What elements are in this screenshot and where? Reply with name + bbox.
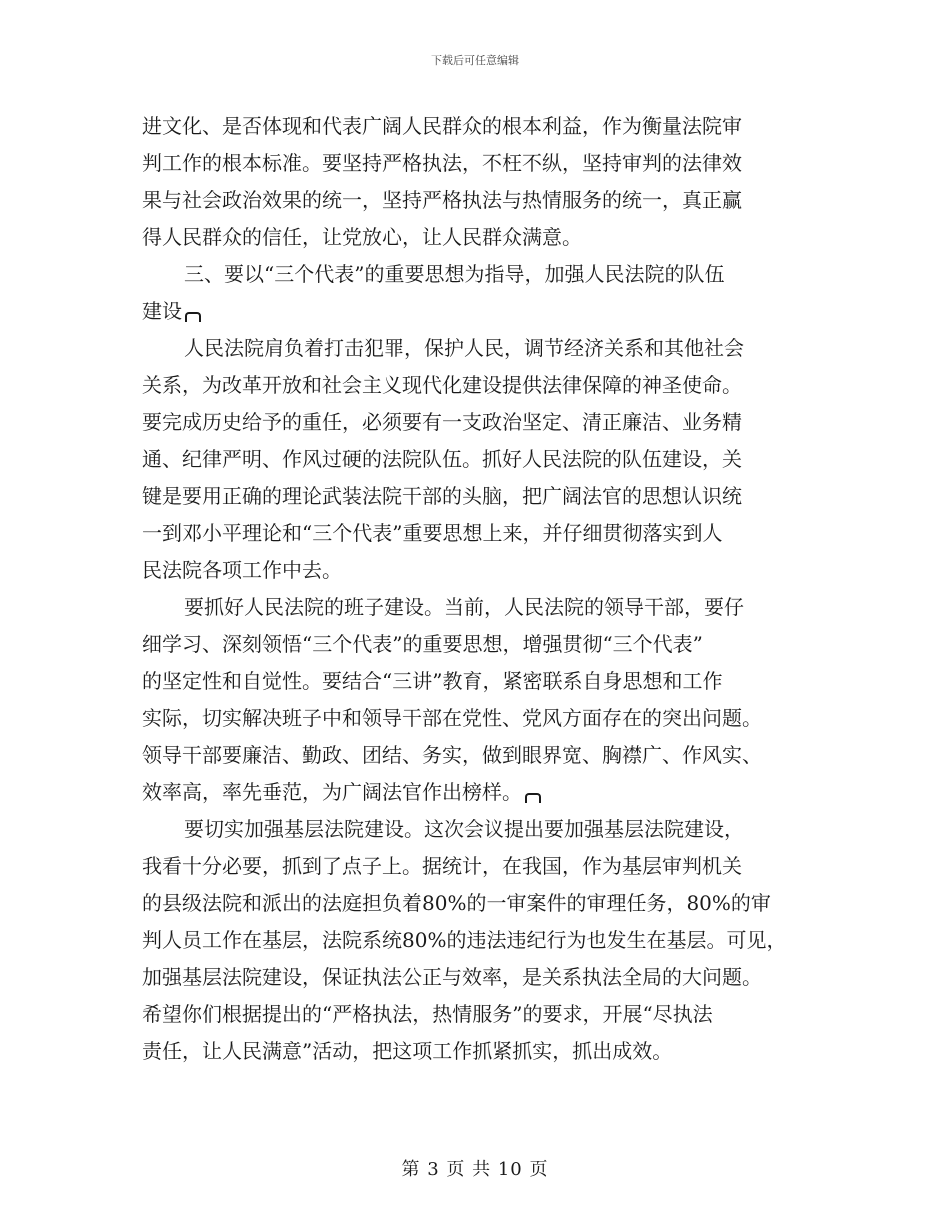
line-text: 人民法院肩负着打击犯罪，保护人民，调节经济关系和其他社会: [184, 336, 744, 360]
text-line: [142, 700, 810, 737]
line-text: 实际，切实解决班子中和领导干部在党性、党风方面存在的突出问题。: [142, 706, 762, 730]
text-line: [142, 219, 810, 256]
paragraph-mark-icon: [185, 312, 201, 322]
text-line: [142, 478, 810, 515]
line-text: 得人民群众的信任，让党放心，让人民群众满意。: [142, 225, 582, 249]
line-text: 领导干部要廉洁、勤政、团结、务实，做到眼界宽、胸襟广、作风实、: [142, 743, 762, 767]
text-line: [142, 996, 810, 1033]
text-line: [142, 811, 810, 848]
line-text: 我看十分必要，抓到了点子上。据统计，在我国，作为基层审判机关: [142, 854, 742, 878]
line-text: 的县级法院和派出的法庭担负着80%的一审案件的审理任务，80%的审: [142, 891, 771, 915]
section-heading-line: [142, 256, 810, 293]
line-text: 加强基层法院建设，保证执法公正与效率，是关系执法全局的大问题。: [142, 965, 762, 989]
line-text: 进文化、是否体现和代表广阔人民群众的根本利益，作为衡量法院审: [142, 114, 742, 138]
text-line: [142, 330, 810, 367]
text-line: [142, 182, 810, 219]
text-line: [142, 663, 810, 700]
text-line: [142, 959, 810, 996]
line-text: 的坚定性和自觉性。要结合“三讲”教育，紧密联系自身思想和工作: [142, 669, 723, 693]
text-line: [142, 515, 810, 552]
line-text: 希望你们根据提出的“严格执法，热情服务”的要求，开展“尽执法: [142, 1002, 713, 1026]
text-line: [142, 404, 810, 441]
line-text: 责任，让人民满意”活动，把这项工作抓紧抓实，抓出成效。: [142, 1039, 673, 1063]
line-text: 要抓好人民法院的班子建设。当前，人民法院的领导干部，要仔: [184, 595, 744, 619]
line-text: 建设: [142, 299, 182, 323]
line-text: 要切实加强基层法院建设。这次会议提出要加强基层法院建设，: [184, 817, 744, 841]
page-number-footer: 第 3 页 共 10 页: [401, 1159, 549, 1180]
line-text: 关系，为改革开放和社会主义现代化建设提供法律保障的神圣使命。: [142, 373, 742, 397]
line-text: 判工作的根本标准。要坚持严格执法，不枉不纵，坚持审判的法律效: [142, 151, 742, 175]
text-line: [142, 108, 810, 145]
text-line: [142, 1033, 810, 1070]
text-line: [142, 552, 810, 589]
text-line: [142, 441, 810, 478]
line-text: 要完成历史给予的重任，必须要有一支政治坚定、清正廉洁、业务精: [142, 410, 742, 434]
text-line: [142, 885, 810, 922]
section-heading-line: [142, 293, 810, 330]
text-line: [142, 737, 810, 774]
text-line: [142, 145, 810, 182]
line-text: 键是要用正确的理论武装法院干部的头脑，把广阔法官的思想认识统: [142, 484, 742, 508]
text-line: [142, 922, 810, 959]
text-line: [142, 848, 810, 885]
paragraph-mark-icon: [525, 793, 541, 803]
line-text: 一到邓小平理论和“三个代表”重要思想上来，并仔细贯彻落实到人: [142, 521, 723, 545]
line-text: 细学习、深刻领悟“三个代表”的重要思想，增强贯彻“三个代表”: [142, 632, 703, 656]
line-text: 判人员工作在基层，法院系统80%的违法违纪行为也发生在基层。可见，: [142, 928, 787, 952]
line-text: 民法院各项工作中去。: [142, 558, 342, 582]
line-text: 效率高，率先垂范，为广阔法官作出榜样。: [142, 780, 522, 804]
text-line: [142, 589, 810, 626]
page-header-note: 下载后可任意编辑: [431, 54, 519, 67]
text-line: [142, 626, 810, 663]
line-text: 果与社会政治效果的统一，坚持严格执法与热情服务的统一，真正赢: [142, 188, 742, 212]
line-text: 通、纪律严明、作风过硬的法院队伍。抓好人民法院的队伍建设，关: [142, 447, 742, 471]
text-line: [142, 774, 810, 811]
line-text: 三、要以“三个代表”的重要思想为指导，加强人民法院的队伍: [184, 262, 725, 286]
text-line: [142, 367, 810, 404]
document-body: [142, 108, 810, 1070]
